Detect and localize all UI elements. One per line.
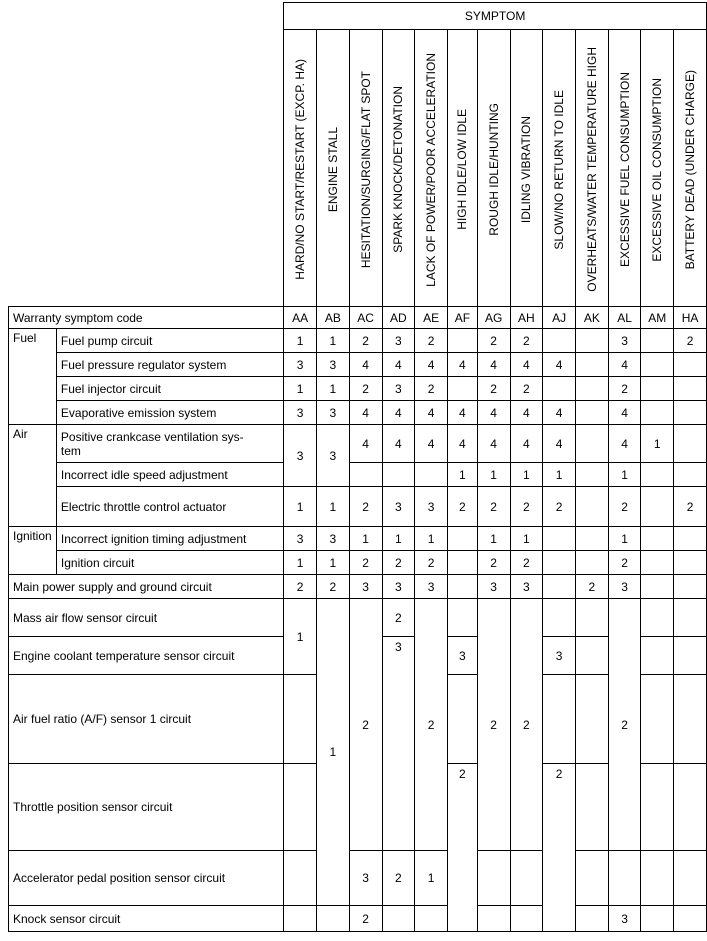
value-cell <box>477 851 510 906</box>
value-cell: 2 <box>608 377 641 401</box>
value-cell: 3 <box>477 575 510 599</box>
value-cell: 1 <box>284 377 317 401</box>
value-cell <box>641 463 674 487</box>
value-cell: 1 <box>349 527 382 551</box>
value-cell <box>477 906 510 932</box>
value-cell <box>674 599 707 637</box>
value-cell <box>543 599 576 637</box>
table-row <box>9 329 707 353</box>
row-label: Positive crankcase ventilation sys- tem <box>56 425 283 463</box>
row-label: Ignition circuit <box>56 551 283 575</box>
value-cell <box>575 906 608 932</box>
value-cell <box>575 551 608 575</box>
value-cell <box>641 329 674 353</box>
value-cell: 3 <box>284 401 317 425</box>
row-label: Fuel pump circuit <box>56 329 283 353</box>
value-cell: 4 <box>477 425 510 463</box>
value-cell: 4 <box>543 353 576 377</box>
value-cell: 3 <box>349 575 382 599</box>
value-cell: 2 <box>349 487 382 527</box>
value-cell: 1 <box>447 463 477 487</box>
code-cell: AK <box>575 307 608 329</box>
code-cell: AA <box>284 307 317 329</box>
value-cell: 2 <box>447 764 477 932</box>
value-cell: 4 <box>447 401 477 425</box>
value-cell <box>641 637 674 675</box>
value-cell <box>543 575 576 599</box>
value-cell: 2 <box>477 551 510 575</box>
code-cell: AD <box>382 307 415 329</box>
value-cell <box>674 906 707 932</box>
value-cell <box>575 425 608 463</box>
code-cell: AJ <box>543 307 576 329</box>
value-cell: 2 <box>349 906 382 932</box>
value-cell: 2 <box>415 377 448 401</box>
value-cell: 2 <box>608 487 641 527</box>
value-cell <box>382 463 415 487</box>
row-label: Evaporative emission system <box>56 401 283 425</box>
group-air: Air <box>9 425 57 527</box>
value-cell <box>575 675 608 764</box>
value-cell: 1 <box>641 425 674 463</box>
value-cell: 4 <box>415 425 448 463</box>
value-cell <box>543 675 576 764</box>
value-cell: 3 <box>317 425 350 487</box>
column-header: EXCESSIVE FUEL CONSUMPTION <box>608 30 641 307</box>
value-cell <box>674 851 707 906</box>
row-label: Air fuel ratio (A/F) sensor 1 circuit <box>9 675 284 764</box>
value-cell: 1 <box>608 527 641 551</box>
value-cell <box>447 329 477 353</box>
value-cell: 4 <box>608 425 641 463</box>
table-row <box>9 487 707 527</box>
value-cell <box>447 575 477 599</box>
value-cell: 2 <box>349 377 382 401</box>
value-cell <box>674 575 707 599</box>
row-label: Knock sensor circuit <box>9 906 284 932</box>
value-cell: 2 <box>674 329 707 353</box>
value-cell: 4 <box>510 401 543 425</box>
value-cell: 3 <box>317 401 350 425</box>
code-cell: AC <box>349 307 382 329</box>
column-header: HESITATION/SURGING/FLAT SPOT <box>349 30 382 307</box>
column-header: SPARK KNOCK/DETONATION <box>382 30 415 307</box>
value-cell <box>447 527 477 551</box>
value-cell <box>284 906 317 932</box>
table-row <box>9 377 707 401</box>
value-cell <box>641 487 674 527</box>
symptom-header: SYMPTOM <box>284 3 707 30</box>
value-cell: 1 <box>284 551 317 575</box>
code-cell: AM <box>641 307 674 329</box>
value-cell: 2 <box>284 575 317 599</box>
value-cell: 1 <box>477 463 510 487</box>
value-cell: 4 <box>382 425 415 463</box>
value-cell <box>510 851 543 906</box>
warranty-label: Warranty symptom code <box>9 307 284 329</box>
value-cell: 2 <box>608 551 641 575</box>
value-cell: 3 <box>415 575 448 599</box>
value-cell <box>575 487 608 527</box>
column-header: IDLING VIBRATION <box>510 30 543 307</box>
row-label: Main power supply and ground circuit <box>9 575 284 599</box>
value-cell: 4 <box>510 425 543 463</box>
value-cell: 3 <box>317 353 350 377</box>
value-cell <box>284 764 317 851</box>
value-cell <box>641 906 674 932</box>
value-cell: 1 <box>317 487 350 527</box>
row-label: Mass air flow sensor circuit <box>9 599 284 637</box>
value-cell <box>608 851 641 906</box>
value-cell: 3 <box>382 487 415 527</box>
value-cell: 2 <box>510 551 543 575</box>
value-cell: 4 <box>510 353 543 377</box>
code-cell: AF <box>447 307 477 329</box>
value-cell <box>543 377 576 401</box>
value-cell: 2 <box>543 487 576 527</box>
value-cell <box>510 906 543 932</box>
value-cell: 1 <box>317 329 350 353</box>
table-row <box>9 575 707 599</box>
table-row <box>9 425 707 463</box>
value-cell: 1 <box>415 851 448 906</box>
column-header: ROUGH IDLE/HUNTING <box>477 30 510 307</box>
value-cell: 4 <box>447 353 477 377</box>
value-cell: 3 <box>608 329 641 353</box>
row-label: Incorrect idle speed adjustment <box>56 463 283 487</box>
value-cell: 3 <box>415 487 448 527</box>
value-cell: 1 <box>317 599 350 906</box>
row-label: Accelerator pedal position sensor circuit <box>9 851 284 906</box>
value-cell: 2 <box>674 487 707 527</box>
value-cell: 1 <box>510 527 543 551</box>
row-label: Engine coolant temperature sensor circuit <box>9 637 284 675</box>
value-cell: 2 <box>510 329 543 353</box>
table-row <box>9 353 707 377</box>
value-cell: 3 <box>382 377 415 401</box>
column-header: HIGH IDLE/LOW IDLE <box>447 30 477 307</box>
row-label: Fuel pressure regulator system <box>56 353 283 377</box>
row-label: Incorrect ignition timing adjustment <box>56 527 283 551</box>
value-cell: 2 <box>415 329 448 353</box>
value-cell <box>543 551 576 575</box>
value-cell: 2 <box>349 329 382 353</box>
table-row <box>9 463 707 487</box>
value-cell: 3 <box>382 575 415 599</box>
value-cell: 2 <box>415 551 448 575</box>
value-cell: 4 <box>608 353 641 377</box>
value-cell <box>575 637 608 675</box>
code-cell: HA <box>674 307 707 329</box>
value-cell <box>349 463 382 487</box>
value-cell: 2 <box>349 551 382 575</box>
value-cell: 1 <box>284 599 317 675</box>
value-cell: 1 <box>608 463 641 487</box>
value-cell: 4 <box>415 353 448 377</box>
table-row <box>9 599 707 637</box>
column-header: EXCESSIVE OIL CONSUMPTION <box>641 30 674 307</box>
value-cell <box>575 353 608 377</box>
value-cell: 2 <box>447 487 477 527</box>
table-row <box>9 851 707 906</box>
value-cell <box>575 463 608 487</box>
code-cell: AG <box>477 307 510 329</box>
value-cell <box>641 599 674 637</box>
code-cell: AE <box>415 307 448 329</box>
row-label: Electric throttle control actuator <box>56 487 283 527</box>
value-cell <box>641 353 674 377</box>
value-cell: 2 <box>510 377 543 401</box>
value-cell <box>575 764 608 851</box>
column-header: LACK OF POWER/POOR ACCELERATION <box>415 30 448 307</box>
value-cell: 3 <box>317 527 350 551</box>
value-cell: 3 <box>284 425 317 487</box>
value-cell: 1 <box>317 377 350 401</box>
value-cell <box>415 906 448 932</box>
value-cell <box>641 675 674 764</box>
value-cell: 1 <box>284 487 317 527</box>
column-header: SLOW/NO RETURN TO IDLE <box>543 30 576 307</box>
value-cell: 2 <box>575 575 608 599</box>
value-cell <box>674 353 707 377</box>
value-cell <box>575 527 608 551</box>
value-cell: 1 <box>510 463 543 487</box>
value-cell <box>674 551 707 575</box>
value-cell <box>674 527 707 551</box>
value-cell <box>447 377 477 401</box>
value-cell: 3 <box>382 329 415 353</box>
value-cell: 2 <box>477 329 510 353</box>
code-cell: AB <box>317 307 350 329</box>
column-header: OVERHEATS/WATER TEMPERATURE HIGH <box>575 30 608 307</box>
value-cell <box>641 551 674 575</box>
value-cell: 3 <box>284 353 317 377</box>
value-cell <box>447 599 477 637</box>
value-cell <box>641 575 674 599</box>
value-cell <box>447 675 477 764</box>
value-cell: 2 <box>477 487 510 527</box>
value-cell <box>575 329 608 353</box>
column-header: ENGINE STALL <box>317 30 350 307</box>
value-cell <box>284 851 317 906</box>
value-cell <box>674 675 707 764</box>
value-cell: 2 <box>608 599 641 851</box>
value-cell: 4 <box>477 353 510 377</box>
value-cell: 4 <box>415 401 448 425</box>
column-header: BATTERY DEAD (UNDER CHARGE) <box>674 30 707 307</box>
value-cell <box>382 906 415 932</box>
value-cell <box>641 851 674 906</box>
value-cell: 4 <box>477 401 510 425</box>
value-cell: 3 <box>284 527 317 551</box>
code-cell: AL <box>608 307 641 329</box>
value-cell <box>641 401 674 425</box>
symptom-table <box>8 2 707 932</box>
row-label: Fuel injector circuit <box>56 377 283 401</box>
corner-blank <box>9 3 284 307</box>
column-header: HARD/NO START/RESTART (EXCP. HA) <box>284 30 317 307</box>
table-row <box>9 527 707 551</box>
value-cell: 2 <box>349 599 382 851</box>
value-cell: 3 <box>608 575 641 599</box>
group-fuel: Fuel <box>9 329 57 425</box>
value-cell: 2 <box>415 599 448 851</box>
value-cell <box>674 463 707 487</box>
value-cell: 3 <box>510 575 543 599</box>
value-cell <box>674 637 707 675</box>
value-cell: 2 <box>382 551 415 575</box>
value-cell: 1 <box>382 527 415 551</box>
value-cell: 4 <box>543 401 576 425</box>
value-cell <box>575 851 608 906</box>
table-row <box>9 906 707 932</box>
value-cell <box>543 527 576 551</box>
value-cell: 1 <box>284 329 317 353</box>
value-cell: 2 <box>477 377 510 401</box>
value-cell <box>575 401 608 425</box>
value-cell <box>674 377 707 401</box>
value-cell <box>641 377 674 401</box>
value-cell <box>674 764 707 851</box>
value-cell <box>415 463 448 487</box>
value-cell: 1 <box>477 527 510 551</box>
value-cell: 4 <box>349 401 382 425</box>
value-cell: 3 <box>543 637 576 675</box>
group-ignition: Ignition <box>9 527 57 575</box>
value-cell: 4 <box>608 401 641 425</box>
code-cell: AH <box>510 307 543 329</box>
value-cell: 3 <box>608 906 641 932</box>
value-cell <box>317 906 350 932</box>
value-cell: 4 <box>447 425 477 463</box>
value-cell <box>543 329 576 353</box>
value-cell <box>641 527 674 551</box>
value-cell: 4 <box>349 425 382 463</box>
value-cell <box>674 401 707 425</box>
value-cell: 4 <box>382 401 415 425</box>
table-row <box>9 401 707 425</box>
value-cell: 2 <box>382 599 415 637</box>
value-cell: 1 <box>415 527 448 551</box>
value-cell: 4 <box>349 353 382 377</box>
value-cell: 3 <box>447 637 477 675</box>
value-cell <box>284 675 317 764</box>
value-cell <box>641 764 674 851</box>
value-cell: 2 <box>317 575 350 599</box>
value-cell: 1 <box>543 463 576 487</box>
value-cell <box>674 425 707 463</box>
value-cell: 4 <box>543 425 576 463</box>
value-cell: 3 <box>349 851 382 906</box>
value-cell: 2 <box>543 764 576 932</box>
warranty-code-row <box>9 307 707 329</box>
value-cell: 4 <box>382 353 415 377</box>
value-cell: 2 <box>382 851 415 906</box>
value-cell <box>447 551 477 575</box>
value-cell <box>575 599 608 637</box>
value-cell: 2 <box>510 487 543 527</box>
table-row <box>9 551 707 575</box>
row-label: Throttle position sensor circuit <box>9 764 284 851</box>
value-cell: 1 <box>317 551 350 575</box>
value-cell: 2 <box>477 599 510 851</box>
value-cell: 2 <box>510 599 543 851</box>
value-cell: 3 <box>382 637 415 851</box>
value-cell <box>575 377 608 401</box>
